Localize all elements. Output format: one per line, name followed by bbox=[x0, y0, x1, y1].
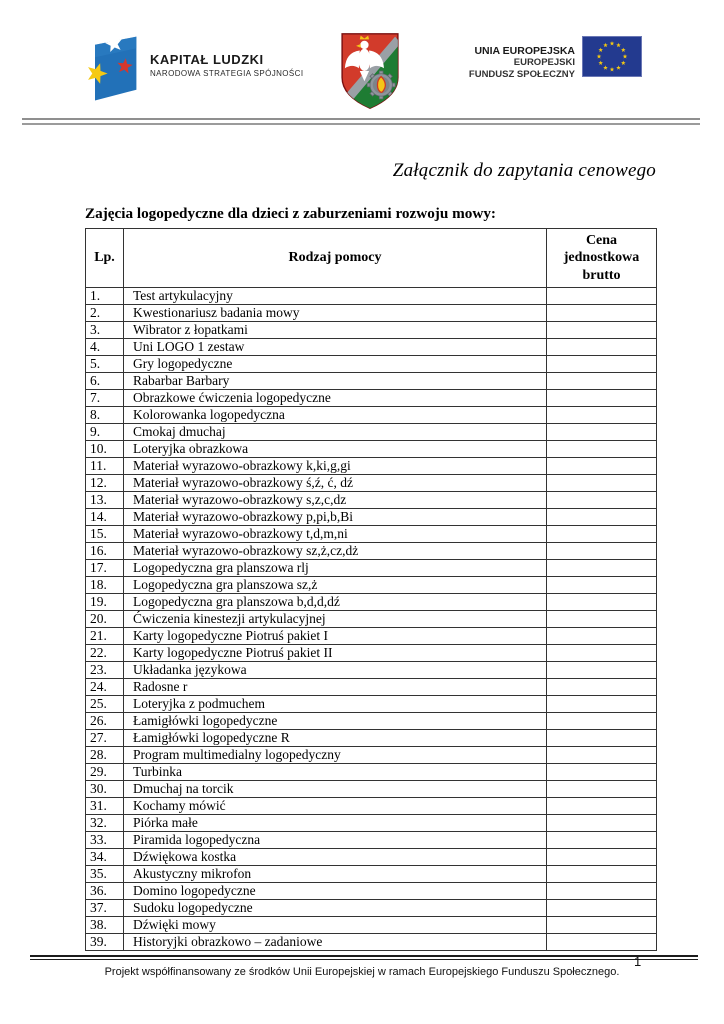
item-name: Gry logopedyczne bbox=[124, 356, 547, 373]
row-number: 28. bbox=[86, 747, 124, 764]
row-number: 39. bbox=[86, 934, 124, 951]
table-row bbox=[86, 934, 657, 951]
table-row bbox=[86, 832, 657, 849]
item-name: Układanka językowa bbox=[124, 662, 547, 679]
row-number: 18. bbox=[86, 577, 124, 594]
table-row bbox=[86, 730, 657, 747]
price-cell bbox=[547, 662, 657, 679]
price-cell bbox=[547, 339, 657, 356]
table-row bbox=[86, 560, 657, 577]
row-number: 7. bbox=[86, 390, 124, 407]
eu-text bbox=[469, 45, 575, 80]
row-number: 6. bbox=[86, 373, 124, 390]
item-name: Historyjki obrazkowo – zadaniowe bbox=[124, 934, 547, 951]
price-cell bbox=[547, 696, 657, 713]
table-row bbox=[86, 883, 657, 900]
item-name: Materiał wyrazowo-obrazkowy s,z,c,dz bbox=[124, 492, 547, 509]
price-cell bbox=[547, 543, 657, 560]
price-cell bbox=[547, 934, 657, 951]
price-cell bbox=[547, 305, 657, 322]
table-row bbox=[86, 696, 657, 713]
row-number: 2. bbox=[86, 305, 124, 322]
page-number: 1 bbox=[634, 954, 642, 969]
item-name: Wibrator z łopatkami bbox=[124, 322, 547, 339]
item-name: Loteryjka obrazkowa bbox=[124, 441, 547, 458]
row-number: 24. bbox=[86, 679, 124, 696]
item-name: Sudoku logopedyczne bbox=[124, 900, 547, 917]
price-cell bbox=[547, 526, 657, 543]
items-table bbox=[85, 228, 657, 951]
coat-of-arms-icon bbox=[337, 31, 403, 111]
price-cell bbox=[547, 883, 657, 900]
price-cell bbox=[547, 730, 657, 747]
item-name: Karty logopedyczne Piotruś pakiet II bbox=[124, 645, 547, 662]
item-name: Materiał wyrazowo-obrazkowy ś,ź, ć, dź bbox=[124, 475, 547, 492]
price-cell bbox=[547, 577, 657, 594]
row-number: 8. bbox=[86, 407, 124, 424]
row-number: 19. bbox=[86, 594, 124, 611]
row-number: 29. bbox=[86, 764, 124, 781]
kapital-ludzki-subtitle: NARODOWA STRATEGIA SPÓJNOŚCI bbox=[150, 69, 304, 78]
item-name: Domino logopedyczne bbox=[124, 883, 547, 900]
price-cell bbox=[547, 373, 657, 390]
table-row bbox=[86, 441, 657, 458]
table-row bbox=[86, 594, 657, 611]
table-row bbox=[86, 628, 657, 645]
table-row bbox=[86, 339, 657, 356]
row-number: 26. bbox=[86, 713, 124, 730]
item-name: Materiał wyrazowo-obrazkowy sz,ż,cz,dż bbox=[124, 543, 547, 560]
table-row bbox=[86, 662, 657, 679]
table-row bbox=[86, 492, 657, 509]
price-cell bbox=[547, 390, 657, 407]
item-name: Uni LOGO 1 zestaw bbox=[124, 339, 547, 356]
item-name: Karty logopedyczne Piotruś pakiet I bbox=[124, 628, 547, 645]
table-row bbox=[86, 645, 657, 662]
row-number: 11. bbox=[86, 458, 124, 475]
item-name: Logopedyczna gra planszowa rlj bbox=[124, 560, 547, 577]
row-number: 32. bbox=[86, 815, 124, 832]
price-cell bbox=[547, 288, 657, 305]
kapital-ludzki-logo bbox=[86, 30, 303, 108]
price-cell bbox=[547, 407, 657, 424]
item-name: Cmokaj dmuchaj bbox=[124, 424, 547, 441]
price-cell bbox=[547, 866, 657, 883]
eu-flag-icon bbox=[582, 36, 642, 77]
header-rule bbox=[22, 118, 700, 125]
table-row bbox=[86, 611, 657, 628]
row-number: 31. bbox=[86, 798, 124, 815]
price-cell bbox=[547, 458, 657, 475]
col-header-lp: Lp. bbox=[86, 229, 124, 288]
row-number: 21. bbox=[86, 628, 124, 645]
item-name: Program multimedialny logopedyczny bbox=[124, 747, 547, 764]
price-cell bbox=[547, 832, 657, 849]
item-name: Turbinka bbox=[124, 764, 547, 781]
item-name: Rabarbar Barbary bbox=[124, 373, 547, 390]
price-cell bbox=[547, 356, 657, 373]
row-number: 12. bbox=[86, 475, 124, 492]
eu-logo bbox=[469, 36, 642, 80]
item-name: Logopedyczna gra planszowa b,d,d,dź bbox=[124, 594, 547, 611]
row-number: 16. bbox=[86, 543, 124, 560]
table-row bbox=[86, 458, 657, 475]
row-number: 5. bbox=[86, 356, 124, 373]
price-cell bbox=[547, 322, 657, 339]
table-row bbox=[86, 373, 657, 390]
table-row bbox=[86, 526, 657, 543]
table-row bbox=[86, 305, 657, 322]
item-name: Materiał wyrazowo-obrazkowy k,ki,g,gi bbox=[124, 458, 547, 475]
table-row bbox=[86, 424, 657, 441]
row-number: 14. bbox=[86, 509, 124, 526]
price-cell bbox=[547, 645, 657, 662]
price-cell bbox=[547, 611, 657, 628]
table-row bbox=[86, 917, 657, 934]
footer-text: Projekt współfinansowany ze środków Unii Europejskiej w ramach Europejskiego Funduszu Społecznego. bbox=[104, 966, 620, 978]
row-number: 27. bbox=[86, 730, 124, 747]
items-body bbox=[86, 288, 657, 951]
row-number: 20. bbox=[86, 611, 124, 628]
price-cell bbox=[547, 492, 657, 509]
section-heading: Zajęcia logopedyczne dla dzieci z zaburzeniami rozwoju mowy: bbox=[85, 205, 496, 222]
item-name: Radosne r bbox=[124, 679, 547, 696]
price-cell bbox=[547, 849, 657, 866]
item-name: Materiał wyrazowo-obrazkowy p,pi,b,Bi bbox=[124, 509, 547, 526]
row-number: 36. bbox=[86, 883, 124, 900]
table-row bbox=[86, 849, 657, 866]
price-cell bbox=[547, 764, 657, 781]
table-row bbox=[86, 900, 657, 917]
row-number: 22. bbox=[86, 645, 124, 662]
table-row bbox=[86, 577, 657, 594]
row-number: 15. bbox=[86, 526, 124, 543]
table-row bbox=[86, 713, 657, 730]
row-number: 9. bbox=[86, 424, 124, 441]
table-row bbox=[86, 407, 657, 424]
eu-text-line3: FUNDUSZ SPOŁECZNY bbox=[468, 68, 575, 80]
item-name: Test artykulacyjny bbox=[124, 288, 547, 305]
item-name: Piramida logopedyczna bbox=[124, 832, 547, 849]
table-row bbox=[86, 679, 657, 696]
price-cell bbox=[547, 509, 657, 526]
row-number: 13. bbox=[86, 492, 124, 509]
row-number: 37. bbox=[86, 900, 124, 917]
item-name: Loteryjka z podmuchem bbox=[124, 696, 547, 713]
table-row bbox=[86, 747, 657, 764]
item-name: Łamigłówki logopedyczne R bbox=[124, 730, 547, 747]
price-cell bbox=[547, 798, 657, 815]
row-number: 3. bbox=[86, 322, 124, 339]
price-cell bbox=[547, 900, 657, 917]
price-cell bbox=[547, 424, 657, 441]
row-number: 34. bbox=[86, 849, 124, 866]
price-cell bbox=[547, 594, 657, 611]
price-cell bbox=[547, 628, 657, 645]
table-header-row bbox=[86, 229, 657, 288]
item-name: Dźwiękowa kostka bbox=[124, 849, 547, 866]
row-number: 23. bbox=[86, 662, 124, 679]
coat-of-arms bbox=[337, 31, 403, 116]
kapital-ludzki-title: KAPITAŁ LUDZKI bbox=[150, 52, 264, 67]
item-name: Logopedyczna gra planszowa sz,ż bbox=[124, 577, 547, 594]
row-number: 1. bbox=[86, 288, 124, 305]
price-cell bbox=[547, 475, 657, 492]
table-row bbox=[86, 356, 657, 373]
price-cell bbox=[547, 917, 657, 934]
price-cell bbox=[547, 747, 657, 764]
document-annotation: Załącznik do zapytania cenowego bbox=[392, 160, 656, 181]
price-cell bbox=[547, 679, 657, 696]
table-row bbox=[86, 509, 657, 526]
row-number: 30. bbox=[86, 781, 124, 798]
col-header-price: Cena jednostkowa brutto bbox=[547, 229, 657, 288]
table-row bbox=[86, 475, 657, 492]
row-number: 4. bbox=[86, 339, 124, 356]
item-name: Dmuchaj na torcik bbox=[124, 781, 547, 798]
kapital-ludzki-text bbox=[150, 52, 303, 108]
kapital-ludzki-flag-icon bbox=[86, 30, 140, 108]
item-name: Dźwięki mowy bbox=[124, 917, 547, 934]
price-cell bbox=[547, 781, 657, 798]
table-row bbox=[86, 798, 657, 815]
item-name: Kwestionariusz badania mowy bbox=[124, 305, 547, 322]
item-name: Łamigłówki logopedyczne bbox=[124, 713, 547, 730]
col-header-item: Rodzaj pomocy bbox=[124, 229, 547, 288]
row-number: 33. bbox=[86, 832, 124, 849]
item-name: Piórka małe bbox=[124, 815, 547, 832]
row-number: 38. bbox=[86, 917, 124, 934]
table-row bbox=[86, 543, 657, 560]
row-number: 35. bbox=[86, 866, 124, 883]
row-number: 25. bbox=[86, 696, 124, 713]
table-row bbox=[86, 764, 657, 781]
row-number: 10. bbox=[86, 441, 124, 458]
item-name: Ćwiczenia kinestezji artykulacyjnej bbox=[124, 611, 547, 628]
table-row bbox=[86, 815, 657, 832]
price-cell bbox=[547, 713, 657, 730]
item-name: Obrazkowe ćwiczenia logopedyczne bbox=[124, 390, 547, 407]
footer-rule bbox=[30, 955, 698, 960]
eu-text-line1: UNIA EUROPEJSKA bbox=[474, 45, 575, 57]
table-row bbox=[86, 866, 657, 883]
item-name: Kochamy mówić bbox=[124, 798, 547, 815]
item-name: Akustyczny mikrofon bbox=[124, 866, 547, 883]
table-row bbox=[86, 288, 657, 305]
item-name: Materiał wyrazowo-obrazkowy t,d,m,ni bbox=[124, 526, 547, 543]
table-row bbox=[86, 781, 657, 798]
eu-text-line2: EUROPEJSKI bbox=[513, 57, 575, 69]
table-row bbox=[86, 322, 657, 339]
price-cell bbox=[547, 560, 657, 577]
row-number: 17. bbox=[86, 560, 124, 577]
table-row bbox=[86, 390, 657, 407]
item-name: Kolorowanka logopedyczna bbox=[124, 407, 547, 424]
price-cell bbox=[547, 815, 657, 832]
price-cell bbox=[547, 441, 657, 458]
